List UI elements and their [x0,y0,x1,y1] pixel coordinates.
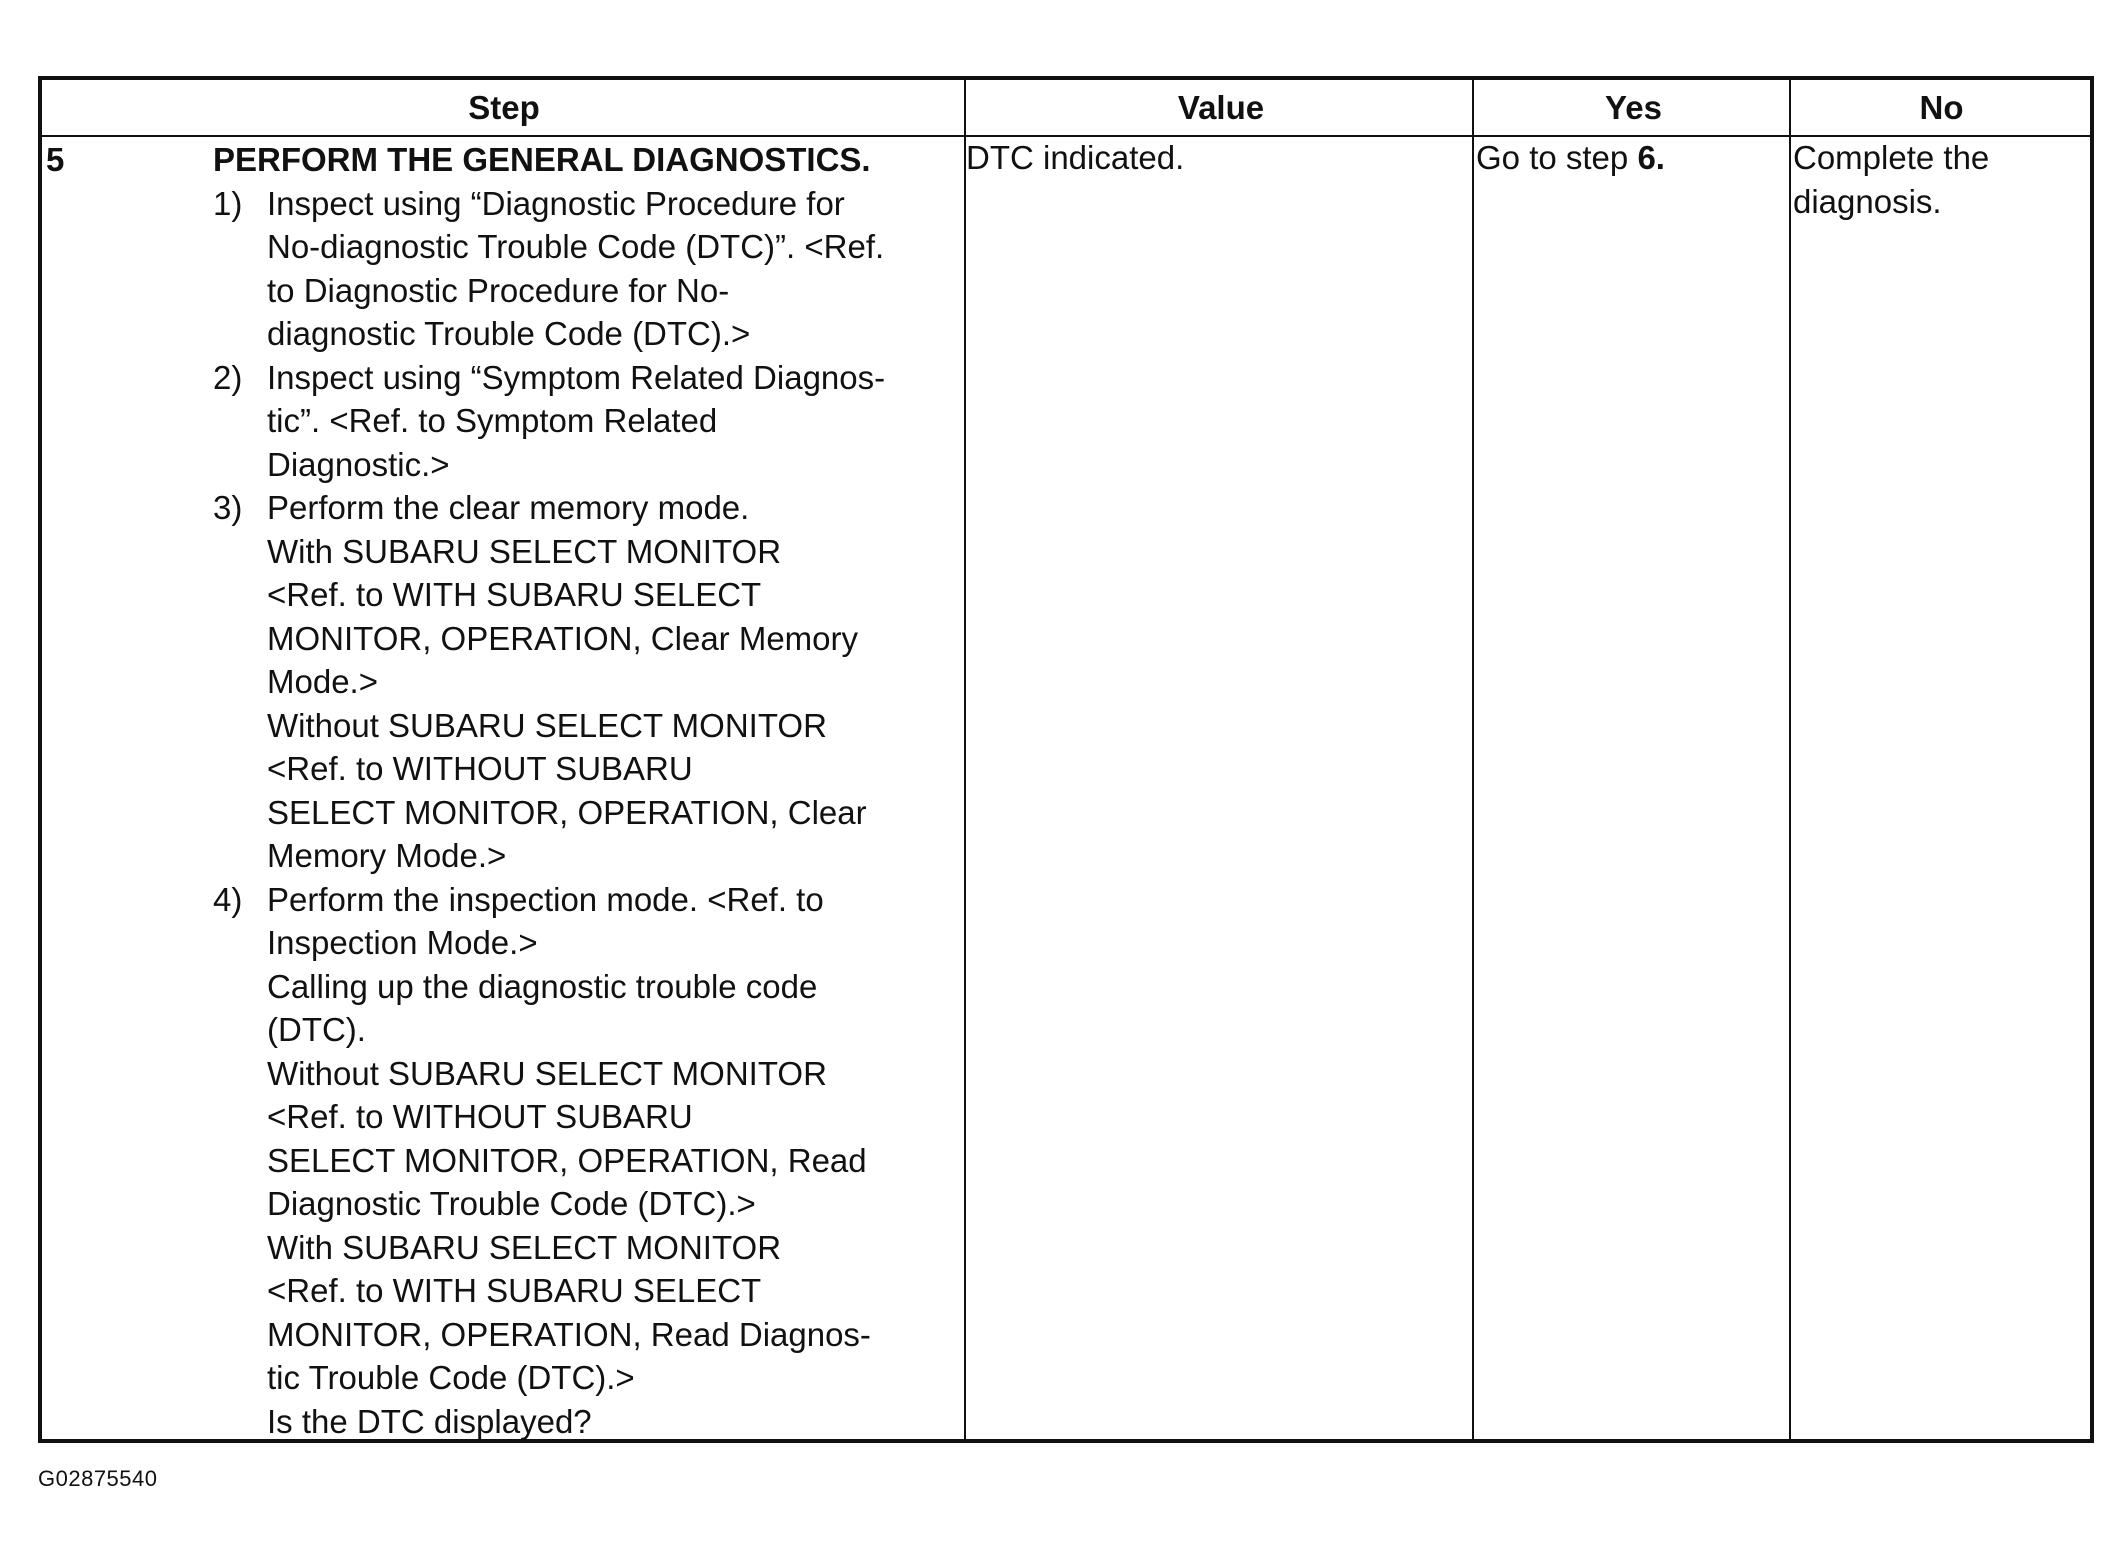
procedure-line: Calling up the diagnostic trouble code [267,967,818,1005]
item-number: 2) [213,358,243,396]
procedure-line: With SUBARU SELECT MONITOR [267,532,782,570]
header-step: Step [468,89,540,126]
procedure-line: MONITOR, OPERATION, Read Diagnos- [267,1315,871,1353]
procedure-line: SELECT MONITOR, OPERATION, Clear [267,793,867,831]
procedure-line: No-diagnostic Trouble Code (DTC)”. <Ref. [267,228,885,265]
procedure-line: Without SUBARU SELECT MONITOR [267,706,827,744]
diagnostic-table [38,76,2094,1443]
no-text-line: Complete the [1793,139,1990,176]
procedure-line: Perform the clear memory mode. [267,489,750,526]
step-heading: PERFORM THE GENERAL DIAGNOSTICS. [213,141,871,178]
yes-text: Go to step [1476,139,1638,176]
item-number: 4) [213,880,243,918]
procedure-list [213,182,885,1444]
header-no: No [1919,89,1964,126]
list-item [213,878,885,1444]
step-number: 5 [46,141,65,178]
procedure-line: Inspect using “Symptom Related Diagnos- [267,358,886,396]
yes-cell [1476,136,1665,180]
procedure-line: (DTC). [267,1011,366,1048]
table-header-row [42,80,2090,137]
procedure-line: Inspect using “Diagnostic Procedure for [267,184,845,222]
procedure-line: diagnostic Trouble Code (DTC).> [267,315,751,352]
item-number: 1) [213,184,243,222]
procedure-line: Inspection Mode.> [267,924,538,961]
procedure-line: to Diagnostic Procedure for No- [267,271,730,309]
value-cell: DTC indicated. [966,139,1185,176]
procedure-line: With SUBARU SELECT MONITOR [267,1228,782,1266]
procedure-line: <Ref. to WITH SUBARU SELECT [267,1272,762,1309]
procedure-line: Is the DTC displayed? [267,1402,592,1440]
no-cell [1793,136,1989,223]
procedure-line: Diagnostic.> [267,445,450,483]
no-text-line: diagnosis. [1793,182,1942,220]
procedure-line: Mode.> [267,663,378,700]
procedure-line: MONITOR, OPERATION, Clear Memory [267,619,859,657]
column-divider [1472,80,1474,1439]
procedure-line: Diagnostic Trouble Code (DTC).> [267,1185,756,1222]
list-item [213,486,885,878]
column-divider [964,80,966,1439]
header-value: Value [1177,89,1265,126]
column-divider [1789,80,1791,1439]
header-yes: Yes [1605,89,1662,126]
procedure-line: <Ref. to WITHOUT SUBARU [267,750,693,787]
procedure-line: <Ref. to WITH SUBARU SELECT [267,576,762,613]
figure-id: G02875540 [38,1466,158,1491]
procedure-line: <Ref. to WITHOUT SUBARU [267,1098,693,1135]
procedure-line: tic”. <Ref. to Symptom Related [267,402,718,439]
procedure-line: Without SUBARU SELECT MONITOR [267,1054,827,1092]
list-item [213,356,885,487]
procedure-line: tic Trouble Code (DTC).> [267,1359,635,1396]
yes-step-link: 6. [1637,139,1665,176]
procedure-line: Memory Mode.> [267,837,507,874]
list-item [213,182,885,356]
item-number: 3) [213,489,243,526]
procedure-line: Perform the inspection mode. <Ref. to [267,880,824,918]
procedure-line: SELECT MONITOR, OPERATION, Read [267,1141,867,1179]
